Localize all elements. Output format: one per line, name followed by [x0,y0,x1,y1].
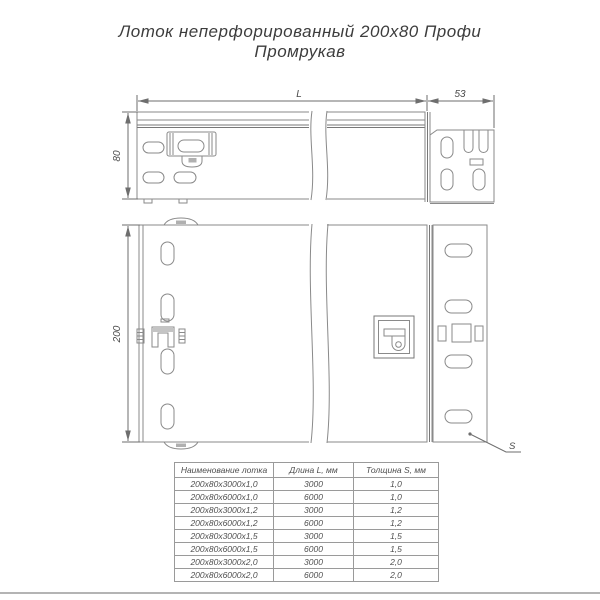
cell-thickness: 1,0 [354,478,439,491]
brand-stamp [374,316,414,358]
table-row [175,556,439,569]
size-table [174,462,439,582]
cell-thickness: 1,0 [354,491,439,504]
cell-name: 200х80х3000х1,5 [175,530,274,543]
table-row [175,543,439,556]
edge-clip [164,442,198,449]
side-view [137,110,494,204]
bracket-detail [137,319,185,347]
oval-slot [441,137,453,158]
drawing-title-line2: Промрукав [254,42,346,61]
oval-slot [445,300,472,313]
cell-length: 3000 [274,556,354,569]
cell-name: 200х80х6000х1,2 [175,517,274,530]
drawing-title-line1: Лоток неперфорированный 200х80 Профи [118,22,482,41]
cell-thickness: 1,2 [354,504,439,517]
comb-cutout [464,130,473,153]
oval-slot [174,172,196,183]
header-thickness: Толщина S, мм [354,463,439,478]
cell-length: 3000 [274,530,354,543]
break-line [309,223,329,444]
cell-name: 200х80х3000х2,0 [175,556,274,569]
width-dim-label: 200 [112,325,123,343]
oval-slot [143,142,164,153]
cell-name: 200х80х6000х2,0 [175,569,274,582]
cell-name: 200х80х6000х1,5 [175,543,274,556]
oval-slot [143,172,164,183]
header-name: Наименование лотка [175,463,274,478]
oval-slot [161,404,174,429]
table-row [175,491,439,504]
comb-cutout [479,130,488,153]
table-row [175,478,439,491]
size-table-grid [174,462,439,582]
oval-slot [161,294,174,321]
cell-length: 3000 [274,478,354,491]
height-dimension [122,112,138,199]
bottom-tab [144,199,152,203]
oval-slot [441,169,453,190]
table-row [175,530,439,543]
cell-length: 6000 [274,543,354,556]
cell-length: 6000 [274,491,354,504]
table-row [175,517,439,530]
cell-thickness: 2,0 [354,556,439,569]
cell-thickness: 1,5 [354,530,439,543]
table-row [175,504,439,517]
cell-name: 200х80х3000х1,2 [175,504,274,517]
latch-clip [167,132,216,167]
plan-view [137,218,487,449]
bottom-tab [179,199,187,203]
oval-slot [161,242,174,265]
table-row [175,569,439,582]
cell-name: 200х80х3000х1,0 [175,478,274,491]
oval-slot [445,355,472,368]
table-header-row [175,463,439,478]
end-width-dim-label: 53 [454,89,466,100]
cell-thickness: 2,0 [354,569,439,582]
edge-clip [164,218,198,225]
header-length: Длина L, мм [274,463,354,478]
oval-slot [445,410,472,423]
side-end-connector [430,130,494,204]
thickness-label: S [509,441,516,452]
cell-thickness: 1,2 [354,517,439,530]
height-dim-label: 80 [112,150,123,162]
plan-end-connector [433,225,487,442]
bottom-separator [0,592,600,594]
cell-length: 6000 [274,517,354,530]
break-line [309,110,328,201]
cell-thickness: 1,5 [354,543,439,556]
length-dim-label: L [296,89,302,100]
cell-length: 6000 [274,569,354,582]
oval-slot [473,169,485,190]
cell-name: 200х80х6000х1,0 [175,491,274,504]
length-dimension [137,95,427,111]
square-hole [452,324,471,342]
cell-length: 3000 [274,504,354,517]
oval-slot [161,349,174,374]
oval-slot [445,244,472,257]
